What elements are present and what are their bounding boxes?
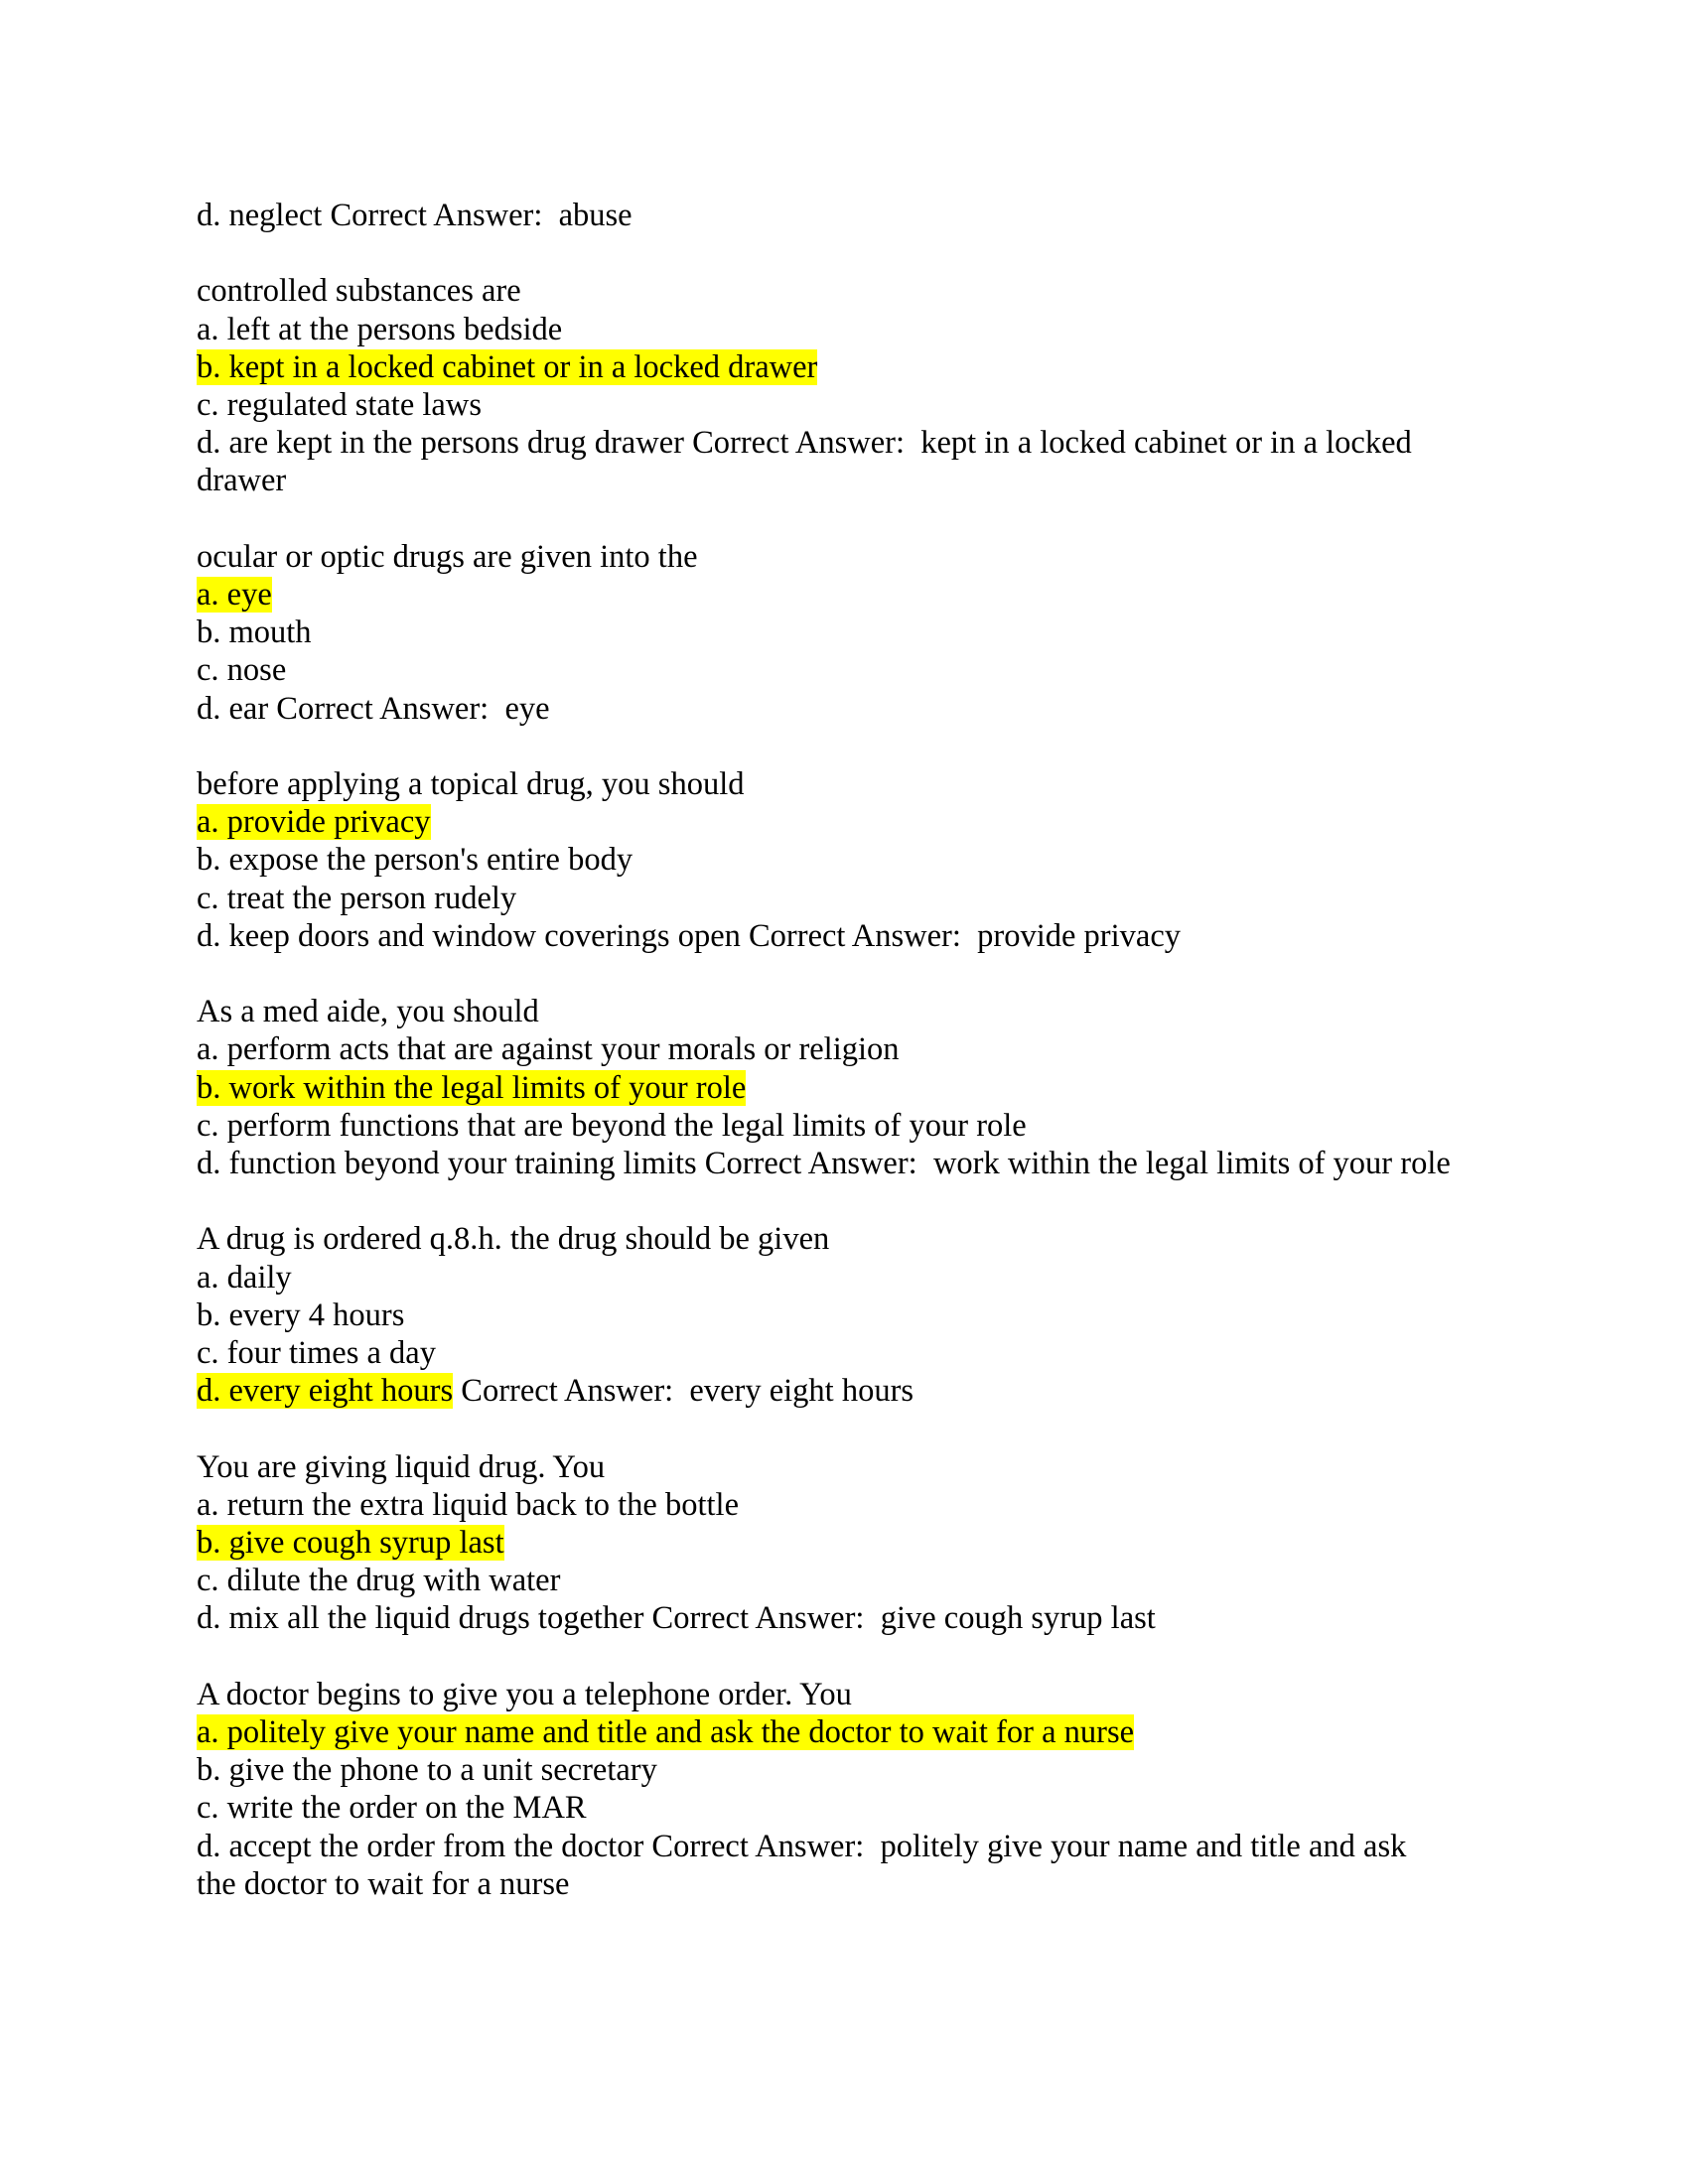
line-text: d. accept the order from the doctor Correct Answer: politely give your name and title and ask xyxy=(197,1828,1407,1864)
option-line xyxy=(197,1030,1497,1068)
question-spacer xyxy=(197,1410,1497,1447)
option-line xyxy=(197,1599,1497,1637)
line-text: d. are kept in the persons drug drawer Correct Answer: kept in a locked cabinet or in a locked xyxy=(197,425,1412,462)
line-text: c. perform functions that are beyond the legal limits of your role xyxy=(197,1107,1027,1144)
question-text xyxy=(197,1448,1497,1486)
question-block xyxy=(197,1220,1497,1410)
question-spacer xyxy=(197,1182,1497,1220)
line-text: the doctor to wait for a nurse xyxy=(197,1865,570,1902)
question-text xyxy=(197,538,1497,576)
option-line xyxy=(197,690,1497,728)
line-text: A doctor begins to give you a telephone order. You xyxy=(197,1676,852,1712)
question-text xyxy=(197,993,1497,1030)
option-line xyxy=(197,803,1497,841)
question-text xyxy=(197,1676,1497,1713)
highlighted-correct-option: d. every eight hours xyxy=(197,1373,454,1410)
line-text: Correct Answer: every eight hours xyxy=(453,1373,914,1410)
option-line xyxy=(197,1334,1497,1372)
option-line xyxy=(197,1865,1497,1903)
option-line xyxy=(197,386,1497,424)
option-line xyxy=(197,576,1497,614)
option-line xyxy=(197,1789,1497,1827)
line-text: a. daily xyxy=(197,1259,292,1296)
option-line xyxy=(197,841,1497,879)
line-text: b. every 4 hours xyxy=(197,1297,405,1333)
option-line xyxy=(197,1713,1497,1751)
question-spacer xyxy=(197,955,1497,993)
highlighted-correct-option: b. work within the legal limits of your role xyxy=(197,1069,747,1106)
line-text: c. treat the person rudely xyxy=(197,880,517,916)
question-spacer xyxy=(197,500,1497,538)
line-text: d. function beyond your training limits Correct Answer: work within the legal limits of your role xyxy=(197,1146,1451,1182)
option-line xyxy=(197,880,1497,917)
option-line xyxy=(197,1486,1497,1524)
line-text: a. return the extra liquid back to the bottle xyxy=(197,1486,739,1523)
line-text: ocular or optic drugs are given into the xyxy=(197,538,698,575)
line-text: A drug is ordered q.8.h. the drug should be given xyxy=(197,1221,830,1258)
question-text xyxy=(197,1220,1497,1258)
option-line xyxy=(197,348,1497,386)
highlighted-correct-option: a. politely give your name and title and ask the doctor to wait for a nurse xyxy=(197,1714,1135,1751)
option-line xyxy=(197,1069,1497,1107)
option-line xyxy=(197,424,1497,462)
question-block xyxy=(197,538,1497,728)
option-line xyxy=(197,1828,1497,1865)
question-block xyxy=(197,1676,1497,1903)
question-spacer xyxy=(197,234,1497,272)
line-text: c. regulated state laws xyxy=(197,387,482,423)
question-block xyxy=(197,1448,1497,1638)
option-line xyxy=(197,614,1497,651)
option-line xyxy=(197,1372,1497,1410)
line-text: b. mouth xyxy=(197,614,312,651)
line-text: c. four times a day xyxy=(197,1335,436,1372)
line-text: d. ear Correct Answer: eye xyxy=(197,690,550,727)
option-line xyxy=(197,917,1497,955)
option-line xyxy=(197,462,1497,499)
option-line xyxy=(197,1297,1497,1334)
line-text: You are giving liquid drug. You xyxy=(197,1448,606,1485)
line-text: c. write the order on the MAR xyxy=(197,1790,587,1827)
highlighted-correct-option: b. kept in a locked cabinet or in a locked drawer xyxy=(197,348,818,385)
highlighted-correct-option: a. eye xyxy=(197,577,272,613)
option-line xyxy=(197,1107,1497,1145)
document-page xyxy=(197,197,1497,1903)
question-fragment xyxy=(197,197,1497,234)
question-text xyxy=(197,272,1497,310)
question-block xyxy=(197,272,1497,499)
line-text: As a med aide, you should xyxy=(197,994,539,1030)
option-line xyxy=(197,1145,1497,1182)
question-block xyxy=(197,765,1497,955)
line-text: d. mix all the liquid drugs together Correct Answer: give cough syrup last xyxy=(197,1600,1156,1637)
line-text: before applying a topical drug, you should xyxy=(197,766,745,802)
option-line xyxy=(197,1524,1497,1562)
answer-line: d. neglect Correct Answer: abuse xyxy=(197,198,633,233)
question-list xyxy=(197,234,1497,1903)
line-text: c. dilute the drug with water xyxy=(197,1563,561,1599)
question-spacer xyxy=(197,1638,1497,1676)
option-line xyxy=(197,311,1497,348)
option-line xyxy=(197,1562,1497,1599)
line-text: b. give the phone to a unit secretary xyxy=(197,1752,657,1789)
highlighted-correct-option: b. give cough syrup last xyxy=(197,1525,504,1562)
option-line xyxy=(197,1751,1497,1789)
line-text: a. left at the persons bedside xyxy=(197,311,563,347)
highlighted-correct-option: a. provide privacy xyxy=(197,804,431,841)
question-block xyxy=(197,993,1497,1182)
option-line xyxy=(197,651,1497,689)
question-spacer xyxy=(197,728,1497,765)
line-text: b. expose the person's entire body xyxy=(197,842,633,879)
line-text: controlled substances are xyxy=(197,273,521,310)
question-text xyxy=(197,765,1497,803)
option-line xyxy=(197,1259,1497,1297)
line-text: drawer xyxy=(197,463,287,499)
line-text: c. nose xyxy=(197,652,287,689)
line-text: d. keep doors and window coverings open Correct Answer: provide privacy xyxy=(197,917,1181,954)
line-text: a. perform acts that are against your morals or religion xyxy=(197,1031,900,1068)
